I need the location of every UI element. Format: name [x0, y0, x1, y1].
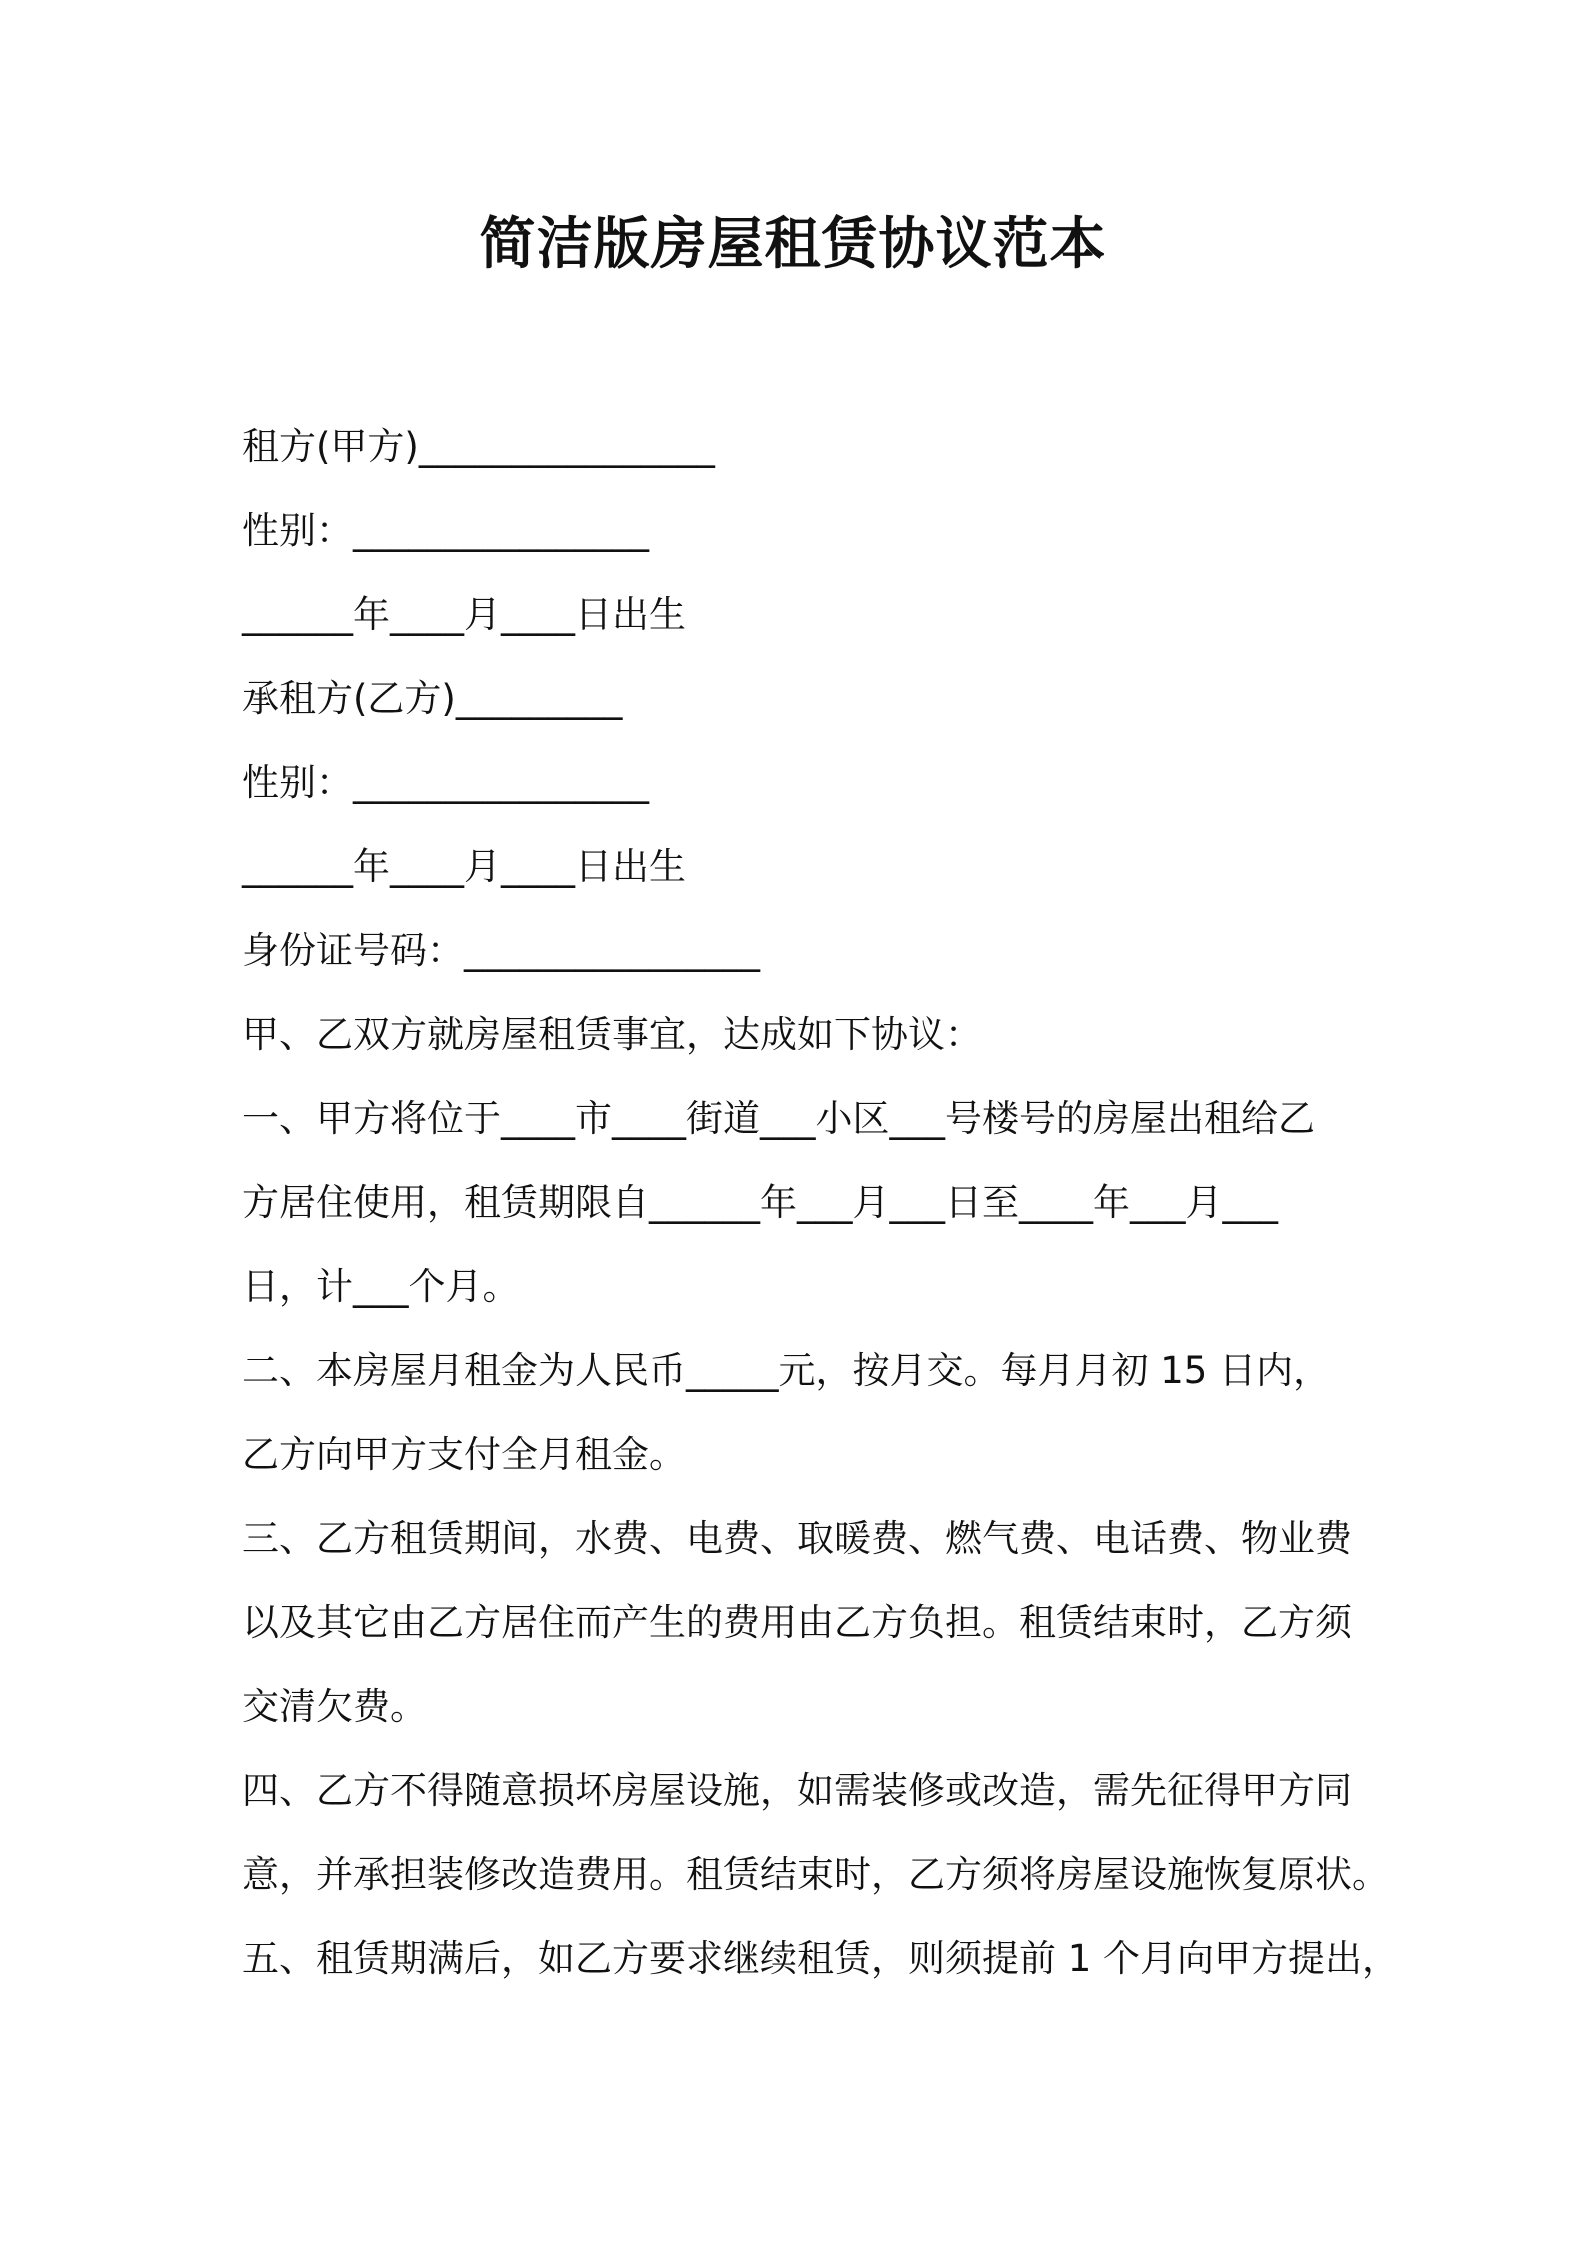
clause-1-line-1: 一、甲方将位于____市____街道___小区___号楼号的房屋出租给乙 — [242, 1097, 1315, 1140]
lessor-name-line: 租方(甲方)________________ — [242, 425, 715, 468]
clause-3-line-1: 三、乙方租赁期间，水费、电费、取暖费、燃气费、电话费、物业费 — [242, 1517, 1352, 1560]
clause-5-line-1: 五、租赁期满后，如乙方要求继续租赁，则须提前 1 个月向甲方提出， — [242, 1937, 1400, 1980]
clause-2-line-2: 乙方向甲方支付全月租金。 — [242, 1433, 686, 1476]
lessee-birthdate-line: ______年____月____日出生 — [242, 845, 686, 888]
clause-3-line-2: 以及其它由乙方居住而产生的费用由乙方负担。租赁结束时，乙方须 — [242, 1601, 1352, 1644]
document-body — [242, 405, 1400, 2001]
clause-2-line-1: 二、本房屋月租金为人民币_____元，按月交。每月月初 15 日内， — [242, 1349, 1331, 1392]
lessee-name-line: 承租方(乙方)_________ — [242, 677, 623, 720]
document-title: 简洁版房屋租赁协议范本 — [479, 212, 1107, 277]
lessor-gender-line: 性别：________________ — [242, 509, 649, 552]
id-number-line: 身份证号码：________________ — [242, 929, 760, 972]
clause-3-line-3: 交清欠费。 — [242, 1685, 427, 1728]
lessor-birthdate-line: ______年____月____日出生 — [242, 593, 686, 636]
agreement-intro-line: 甲、乙双方就房屋租赁事宜，达成如下协议： — [242, 1013, 982, 1056]
lessee-gender-line: 性别：________________ — [242, 761, 649, 804]
clause-4-line-1: 四、乙方不得随意损坏房屋设施，如需装修或改造，需先征得甲方同 — [242, 1769, 1352, 1812]
clause-4-line-2: 意，并承担装修改造费用。租赁结束时，乙方须将房屋设施恢复原状。 — [242, 1853, 1389, 1896]
clause-1-line-2: 方居住使用，租赁期限自______年___月___日至____年___月___ — [242, 1181, 1278, 1224]
clause-1-line-3: 日，计___个月。 — [242, 1265, 520, 1308]
